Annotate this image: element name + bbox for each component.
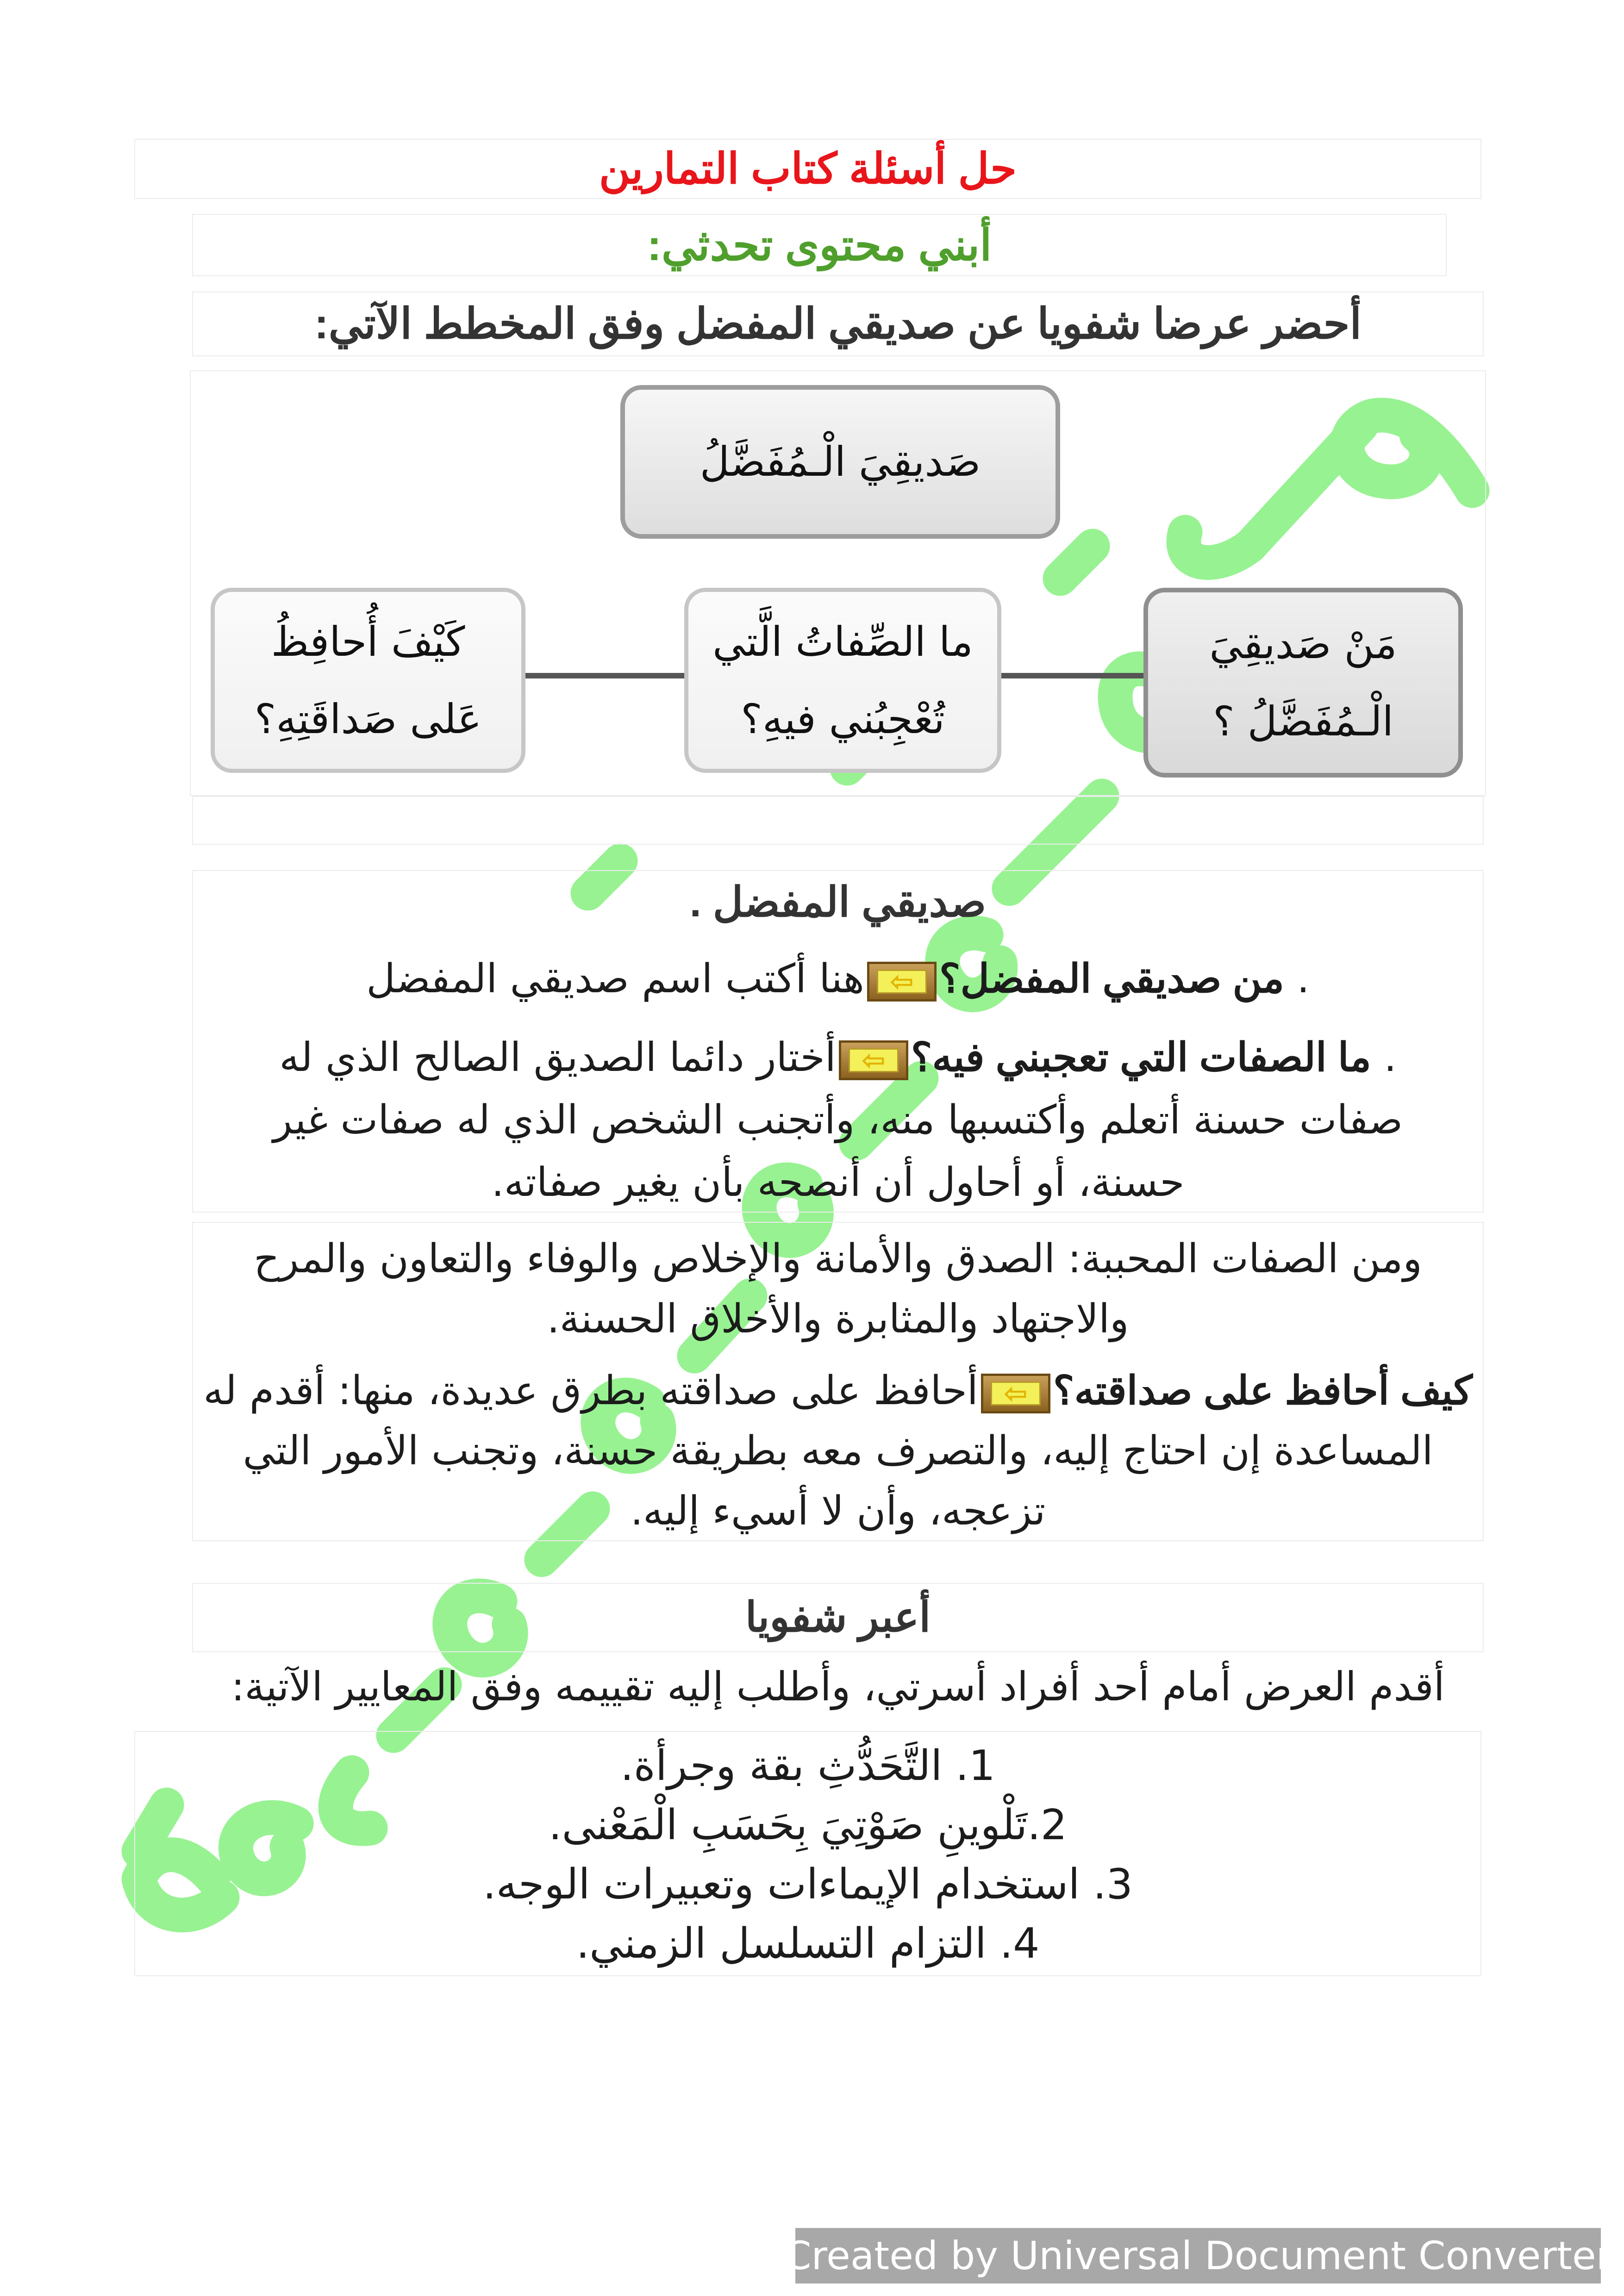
q2-answer-line3: حسنة، أو أحاول أن أنصحه بأن يغير صفاته. xyxy=(491,1159,1185,1206)
oral-heading: أعبر شفويا xyxy=(745,1594,931,1641)
q1-question: من صديقي المفضل؟ xyxy=(939,957,1285,1001)
traits-line2: والاجتهاد والمثابرة والأخلاق الحسنة. xyxy=(547,1296,1129,1342)
q3-answer-line2: المساعدة إن احتاج إليه، والتصرف معه بطريقة حسنة، وتجنب الأمور التي xyxy=(243,1428,1433,1474)
answers-heading: صديقي المفضل . xyxy=(689,879,987,926)
diagram-node-middle xyxy=(684,588,1001,773)
diagram-node-middle-line1: ما الصِّفاتُ الَّتي xyxy=(712,617,973,666)
connector-left xyxy=(525,673,685,678)
q2-answer-line2: صفات حسنة أتعلم وأكتسبها منه، وأتجنب الشخص الذي له صفات غير xyxy=(273,1097,1403,1143)
criteria-item-4: 4. التزام التسلسل الزمني. xyxy=(576,1919,1040,1968)
diagram-node-main-label: صَديقِيَ الْـمُفَضَّلُ xyxy=(700,438,981,486)
converter-footer: Created by Universal Document Converter xyxy=(795,2228,1601,2284)
q3-answer-line1: أحافظ على صداقته بطرق عديدة، منها: أقدم له xyxy=(203,1368,978,1414)
connector-right xyxy=(1000,673,1148,678)
page-subtitle: أبني محتوى تحدثي: xyxy=(647,221,992,269)
page-title: حل أسئلة كتاب التمارين xyxy=(599,145,1017,193)
q3-question: كيف أحافظ على صداقته؟ xyxy=(1053,1369,1473,1413)
arrow-left-icon: ⇦ xyxy=(839,1040,908,1080)
diagram-node-left xyxy=(211,588,525,773)
q2-answer-line1: أختار دائما الصديق الصالح الذي له xyxy=(279,1034,836,1081)
criteria-item-3: 3. استخدام الإيماءات وتعبيرات الوجه. xyxy=(483,1860,1133,1909)
criteria-item-2: 2.تَلْوينِ صَوْتِيَ بِحَسَبِ الْمَعْنى. xyxy=(548,1801,1068,1849)
q3-row xyxy=(192,1361,1484,1421)
oral-instruction: أقدم العرض أمام أحد أفراد أسرتي، وأطلب إليه تقييمه وفق المعايير الآتية: xyxy=(231,1664,1445,1710)
criteria-item-1: 1. التَّحَدُّثِ بقة وجرأة. xyxy=(620,1742,995,1790)
diagram-node-middle-line2: تُعْجِبُني فيهِ؟ xyxy=(741,695,945,743)
q2-question: ما الصفات التي تعجبني فيه؟ xyxy=(911,1035,1371,1080)
q2-row: . ما الصفات التي تعجبني فيه؟ ⇦ أختار دائما الصديق الصالح الذي له xyxy=(279,1034,1397,1081)
diagram-node-left-line1: كَيْفَ أُحافِظُ xyxy=(271,617,465,666)
traits-line1: ومن الصفات المحببة: الصدق والأمانة والإخلاص والوفاء والتعاون والمرح xyxy=(254,1236,1422,1282)
diagram-node-left-line2: عَلى صَداقَتِهِ؟ xyxy=(254,695,482,743)
arrow-left-icon: ⇦ xyxy=(981,1374,1050,1413)
diagram-node-main xyxy=(620,385,1060,539)
q1-row: . من صديقي المفضل؟ ⇦ هنا أكتب اسم صديقي المفضل xyxy=(366,956,1310,1002)
diagram-bottom-box xyxy=(192,796,1484,845)
diagram-node-right xyxy=(1143,588,1463,778)
q3-answer-line3: تزعجه، وأن لا أسيء إليه. xyxy=(630,1488,1046,1534)
instruction-text: أحضر عرضا شفويا عن صديقي المفضل وفق المخطط الآتي: xyxy=(314,300,1362,348)
arrow-left-icon: ⇦ xyxy=(867,962,937,1002)
diagram-node-right-line1: مَنْ صَديقِيَ xyxy=(1209,620,1397,668)
q1-answer: هنا أكتب اسم صديقي المفضل xyxy=(366,956,864,1002)
diagram-node-right-line2: الْـمُفَضَّلُ ؟ xyxy=(1212,697,1394,745)
